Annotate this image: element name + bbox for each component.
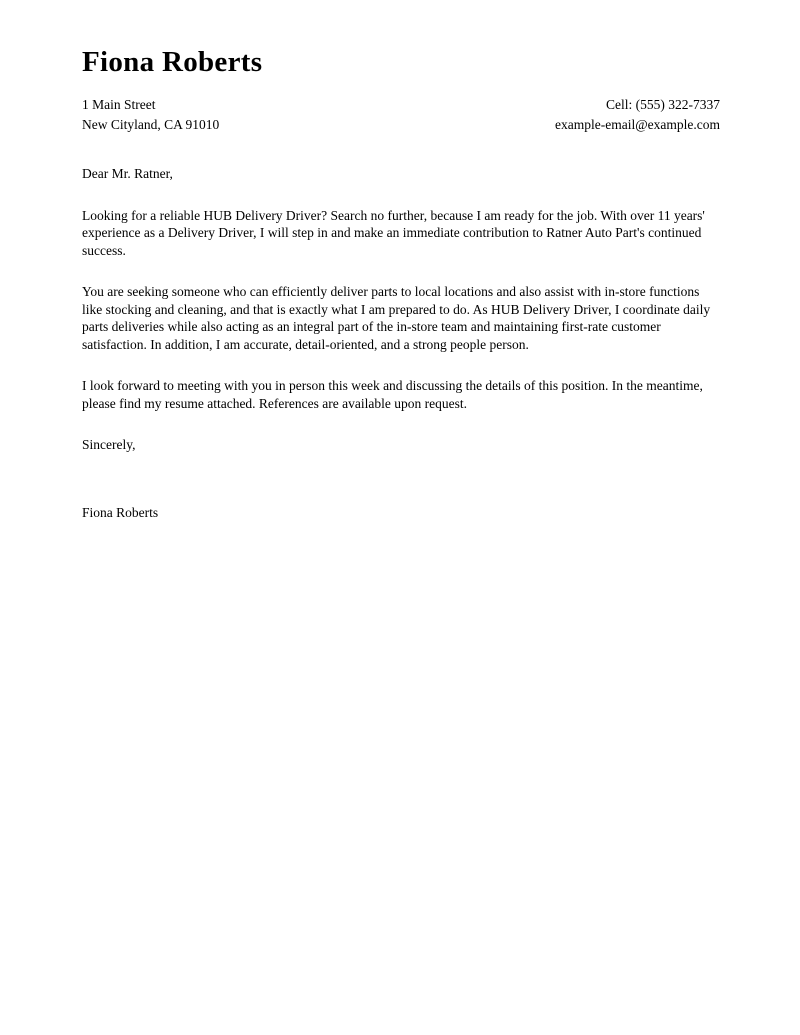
sender-address: [82, 95, 219, 135]
signature: Fiona Roberts: [82, 504, 159, 520]
address-line-2: New Cityland, CA 91010: [82, 117, 220, 132]
email-line: example-email@example.com: [555, 117, 720, 132]
body-paragraph-3: I look forward to meeting with you in person this week and discussing the details of this position. In the meantime, please find my resume attached. References are available upon request.: [82, 378, 703, 411]
sender-contact: [555, 95, 720, 135]
body-paragraph-2: You are seeking someone who can efficiently deliver parts to local locations and also assist with in-store functions like stocking and cleaning, and that is exactly what I am prepared to do. As HUB Delivery Driver, I coordinate daily parts deliveries while also acting as an integral part of the in-store team and maintaining first-rate customer satisfaction. In addition, I am accurate, detail-oriented, and a strong people person.: [82, 284, 711, 352]
phone-line: Cell: (555) 322-7337: [606, 97, 720, 112]
address-line-1: 1 Main Street: [82, 97, 156, 112]
salutation: Dear Mr. Ratner,: [82, 166, 173, 181]
closing: Sincerely,: [82, 437, 136, 452]
body-paragraph-1: Looking for a reliable HUB Delivery Driver? Search no further, because I am ready for the job. With over 11 years' experience as a Delivery Driver, I will step in and make an immediate contribution to Ratner Auto Part's continued success.: [82, 207, 705, 258]
letter-header: [82, 95, 720, 135]
letter-author-name: Fiona Roberts: [82, 46, 263, 78]
